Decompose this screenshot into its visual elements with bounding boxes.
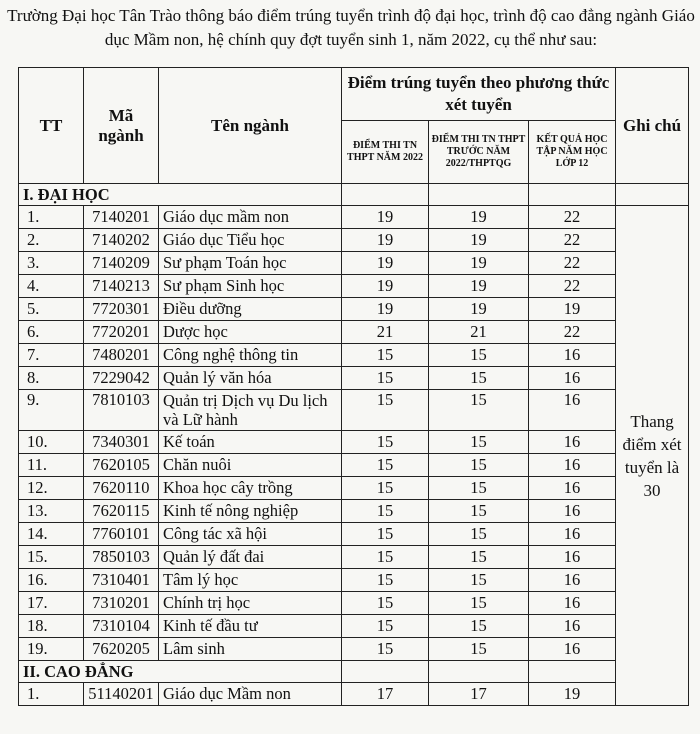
- row-number: 7.: [19, 344, 84, 367]
- table-row: [19, 206, 689, 229]
- score-thpt-2022: 15: [342, 344, 429, 367]
- major-name: Quản lý văn hóa: [159, 367, 342, 390]
- score-thpt-before-2022: 15: [429, 569, 529, 592]
- score-thpt-2022: 19: [342, 252, 429, 275]
- score-transcript: 19: [529, 683, 616, 706]
- table-row: [19, 592, 689, 615]
- table-row: [19, 431, 689, 454]
- score-thpt-before-2022: 19: [429, 298, 529, 321]
- major-name: Tâm lý học: [159, 569, 342, 592]
- score-thpt-2022: 19: [342, 298, 429, 321]
- score-thpt-before-2022: 15: [429, 523, 529, 546]
- intro-paragraph: Trường Đại học Tân Trào thông báo điểm trúng tuyển trình độ đại học, trình độ cao đẳng ngành Giáo dục Mầm non, hệ chính quy đợt tuyển sinh 1, năm 2022, cụ thể như sau:: [7, 6, 695, 49]
- header-ma-nganh: Mã ngành: [84, 68, 159, 184]
- major-code: 7310104: [84, 615, 159, 638]
- row-number: 19.: [19, 638, 84, 661]
- major-code: 7850103: [84, 546, 159, 569]
- empty-cell: [529, 661, 616, 683]
- admission-score-table: [18, 67, 689, 706]
- table-row: [19, 390, 689, 431]
- score-transcript: 16: [529, 367, 616, 390]
- major-code: 7140213: [84, 275, 159, 298]
- score-transcript: 19: [529, 298, 616, 321]
- score-thpt-2022: 15: [342, 638, 429, 661]
- row-number: 1.: [19, 683, 84, 706]
- table-row: [19, 477, 689, 500]
- major-name: Sư phạm Sinh học: [159, 275, 342, 298]
- note-cell: Thang điểm xét tuyển là 30: [616, 206, 689, 706]
- table-row: [19, 638, 689, 661]
- row-number: 17.: [19, 592, 84, 615]
- score-transcript: 16: [529, 454, 616, 477]
- major-code: 7140201: [84, 206, 159, 229]
- empty-cell: [616, 184, 689, 206]
- major-name: Giáo dục Tiểu học: [159, 229, 342, 252]
- score-transcript: 22: [529, 275, 616, 298]
- score-transcript: 16: [529, 523, 616, 546]
- section-title: I. ĐẠI HỌC: [19, 184, 342, 206]
- score-transcript: 16: [529, 390, 616, 431]
- major-code: 7620115: [84, 500, 159, 523]
- row-number: 3.: [19, 252, 84, 275]
- major-code: 7480201: [84, 344, 159, 367]
- score-transcript: 16: [529, 592, 616, 615]
- table-row: [19, 523, 689, 546]
- row-number: 14.: [19, 523, 84, 546]
- major-code: 7620105: [84, 454, 159, 477]
- major-code: 51140201: [84, 683, 159, 706]
- score-transcript: 22: [529, 229, 616, 252]
- table-row: [19, 454, 689, 477]
- major-code: 7720301: [84, 298, 159, 321]
- score-transcript: 16: [529, 500, 616, 523]
- major-code: 7310201: [84, 592, 159, 615]
- score-thpt-2022: 15: [342, 523, 429, 546]
- empty-cell: [429, 661, 529, 683]
- row-number: 6.: [19, 321, 84, 344]
- score-thpt-2022: 15: [342, 454, 429, 477]
- header-diem-thi-2022: ĐIỂM THI TN THPT NĂM 2022: [342, 121, 429, 184]
- empty-cell: [342, 184, 429, 206]
- score-thpt-2022: 15: [342, 431, 429, 454]
- score-transcript: 16: [529, 344, 616, 367]
- major-name: Chăn nuôi: [159, 454, 342, 477]
- score-thpt-2022: 17: [342, 683, 429, 706]
- table-row: [19, 683, 689, 706]
- score-thpt-2022: 15: [342, 592, 429, 615]
- score-thpt-2022: 15: [342, 615, 429, 638]
- table-row: [19, 298, 689, 321]
- major-code: 7310401: [84, 569, 159, 592]
- score-thpt-2022: 15: [342, 390, 429, 431]
- score-thpt-before-2022: 15: [429, 367, 529, 390]
- score-thpt-2022: 15: [342, 477, 429, 500]
- major-code: 7340301: [84, 431, 159, 454]
- major-code: 7620205: [84, 638, 159, 661]
- major-code: 7760101: [84, 523, 159, 546]
- row-number: 8.: [19, 367, 84, 390]
- row-number: 5.: [19, 298, 84, 321]
- score-thpt-before-2022: 15: [429, 431, 529, 454]
- row-number: 4.: [19, 275, 84, 298]
- score-thpt-before-2022: 15: [429, 638, 529, 661]
- major-name: Lâm sinh: [159, 638, 342, 661]
- section-row: [19, 661, 689, 683]
- score-thpt-2022: 19: [342, 206, 429, 229]
- major-code: 7140202: [84, 229, 159, 252]
- major-name: Kinh tế đầu tư: [159, 615, 342, 638]
- score-thpt-before-2022: 15: [429, 344, 529, 367]
- score-thpt-2022: 21: [342, 321, 429, 344]
- major-name: Kế toán: [159, 431, 342, 454]
- major-name: Công nghệ thông tin: [159, 344, 342, 367]
- row-number: 16.: [19, 569, 84, 592]
- score-transcript: 16: [529, 615, 616, 638]
- table-row: [19, 367, 689, 390]
- table-row: [19, 569, 689, 592]
- score-thpt-before-2022: 19: [429, 206, 529, 229]
- major-name: Kinh tế nông nghiệp: [159, 500, 342, 523]
- row-number: 11.: [19, 454, 84, 477]
- score-thpt-2022: 15: [342, 569, 429, 592]
- score-thpt-before-2022: 21: [429, 321, 529, 344]
- score-transcript: 16: [529, 477, 616, 500]
- header-ten-nganh: Tên ngành: [159, 68, 342, 184]
- score-thpt-before-2022: 15: [429, 390, 529, 431]
- major-name: Quản lý đất đai: [159, 546, 342, 569]
- major-code: 7140209: [84, 252, 159, 275]
- major-name: Giáo dục mầm non: [159, 206, 342, 229]
- score-thpt-2022: 15: [342, 500, 429, 523]
- empty-cell: [429, 184, 529, 206]
- row-number: 9.: [19, 390, 84, 431]
- score-thpt-before-2022: 19: [429, 275, 529, 298]
- score-transcript: 16: [529, 546, 616, 569]
- score-thpt-before-2022: 15: [429, 592, 529, 615]
- table-row: [19, 229, 689, 252]
- major-name: Giáo dục Mầm non: [159, 683, 342, 706]
- score-transcript: 22: [529, 252, 616, 275]
- table-row: [19, 252, 689, 275]
- score-thpt-before-2022: 19: [429, 252, 529, 275]
- score-thpt-before-2022: 15: [429, 454, 529, 477]
- major-name: Quản trị Dịch vụ Du lịch và Lữ hành: [159, 390, 342, 431]
- table-row: [19, 615, 689, 638]
- header-tt: TT: [19, 68, 84, 184]
- empty-cell: [529, 184, 616, 206]
- major-name: Điều dưỡng: [159, 298, 342, 321]
- score-thpt-2022: 19: [342, 229, 429, 252]
- score-thpt-2022: 19: [342, 275, 429, 298]
- score-transcript: 22: [529, 321, 616, 344]
- score-transcript: 16: [529, 638, 616, 661]
- major-name: Khoa học cây trồng: [159, 477, 342, 500]
- score-thpt-before-2022: 15: [429, 500, 529, 523]
- header-diem-trung-tuyen: Điểm trúng tuyển theo phương thức xét tuyển: [342, 68, 616, 121]
- score-thpt-2022: 15: [342, 546, 429, 569]
- major-name: Chính trị học: [159, 592, 342, 615]
- row-number: 15.: [19, 546, 84, 569]
- score-transcript: 16: [529, 431, 616, 454]
- row-number: 13.: [19, 500, 84, 523]
- major-code: 7810103: [84, 390, 159, 431]
- major-code: 7229042: [84, 367, 159, 390]
- major-code: 7620110: [84, 477, 159, 500]
- major-name: Sư phạm Toán học: [159, 252, 342, 275]
- major-name: Công tác xã hội: [159, 523, 342, 546]
- header-diem-thi-truoc-2022: ĐIỂM THI TN THPT TRƯỚC NĂM 2022/THPTQG: [429, 121, 529, 184]
- score-thpt-before-2022: 19: [429, 229, 529, 252]
- table-row: [19, 344, 689, 367]
- table-row: [19, 546, 689, 569]
- row-number: 1.: [19, 206, 84, 229]
- section-row: [19, 184, 689, 206]
- header-ghi-chu: Ghi chú: [616, 68, 689, 184]
- section-title: II. CAO ĐẲNG: [19, 661, 342, 683]
- score-thpt-before-2022: 15: [429, 615, 529, 638]
- row-number: 12.: [19, 477, 84, 500]
- row-number: 2.: [19, 229, 84, 252]
- score-thpt-2022: 15: [342, 367, 429, 390]
- header-ket-qua-hoc-tap: KẾT QUẢ HỌC TẬP NĂM HỌC LỚP 12: [529, 121, 616, 184]
- row-number: 10.: [19, 431, 84, 454]
- major-name: Dược học: [159, 321, 342, 344]
- table-row: [19, 321, 689, 344]
- score-thpt-before-2022: 15: [429, 477, 529, 500]
- table-row: [19, 275, 689, 298]
- major-code: 7720201: [84, 321, 159, 344]
- empty-cell: [342, 661, 429, 683]
- row-number: 18.: [19, 615, 84, 638]
- score-thpt-before-2022: 15: [429, 546, 529, 569]
- score-transcript: 22: [529, 206, 616, 229]
- table-row: [19, 500, 689, 523]
- score-thpt-before-2022: 17: [429, 683, 529, 706]
- score-transcript: 16: [529, 569, 616, 592]
